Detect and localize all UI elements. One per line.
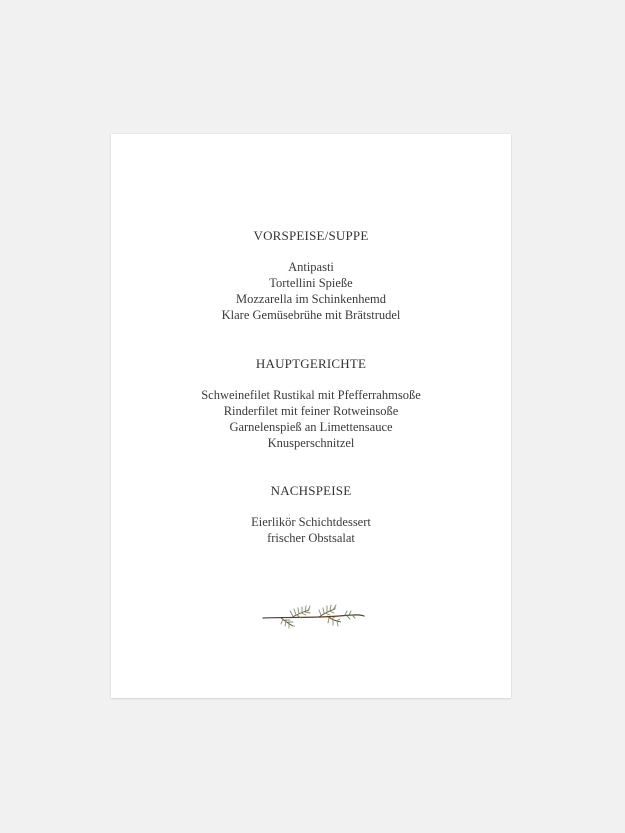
menu-item: Klare Gemüsebrühe mit Brätstrudel	[221, 308, 401, 322]
menu-item: Rinderfilet mit feiner Rotweinsoße	[223, 404, 399, 418]
section-items	[111, 387, 511, 451]
menu-item: Knusperschnitzel	[267, 436, 355, 450]
menu-item: frischer Obstsalat	[267, 531, 355, 545]
menu-item: Tortellini Spieße	[269, 276, 353, 290]
section-heading: VORSPEISE/SUPPE	[253, 228, 369, 243]
menu-item: Schweinefilet Rustikal mit Pfefferrahmsoße	[201, 388, 421, 402]
section-heading: NACHSPEISE	[270, 483, 352, 498]
pine-sprig-icon	[261, 600, 365, 630]
section-heading: HAUPTGERICHTE	[255, 356, 367, 371]
section-items	[111, 514, 511, 546]
section-items	[111, 259, 511, 323]
menu-section-starters	[111, 228, 511, 323]
menu-section-dessert	[111, 483, 511, 546]
menu-item: Garnelenspieß an Limettensauce	[229, 420, 393, 434]
menu-item: Mozzarella im Schinkenhemd	[236, 292, 386, 306]
menu-item: Antipasti	[288, 260, 334, 274]
menu-card	[111, 134, 511, 698]
menu-section-mains	[111, 356, 511, 451]
menu-item: Eierlikör Schichtdessert	[251, 515, 371, 529]
